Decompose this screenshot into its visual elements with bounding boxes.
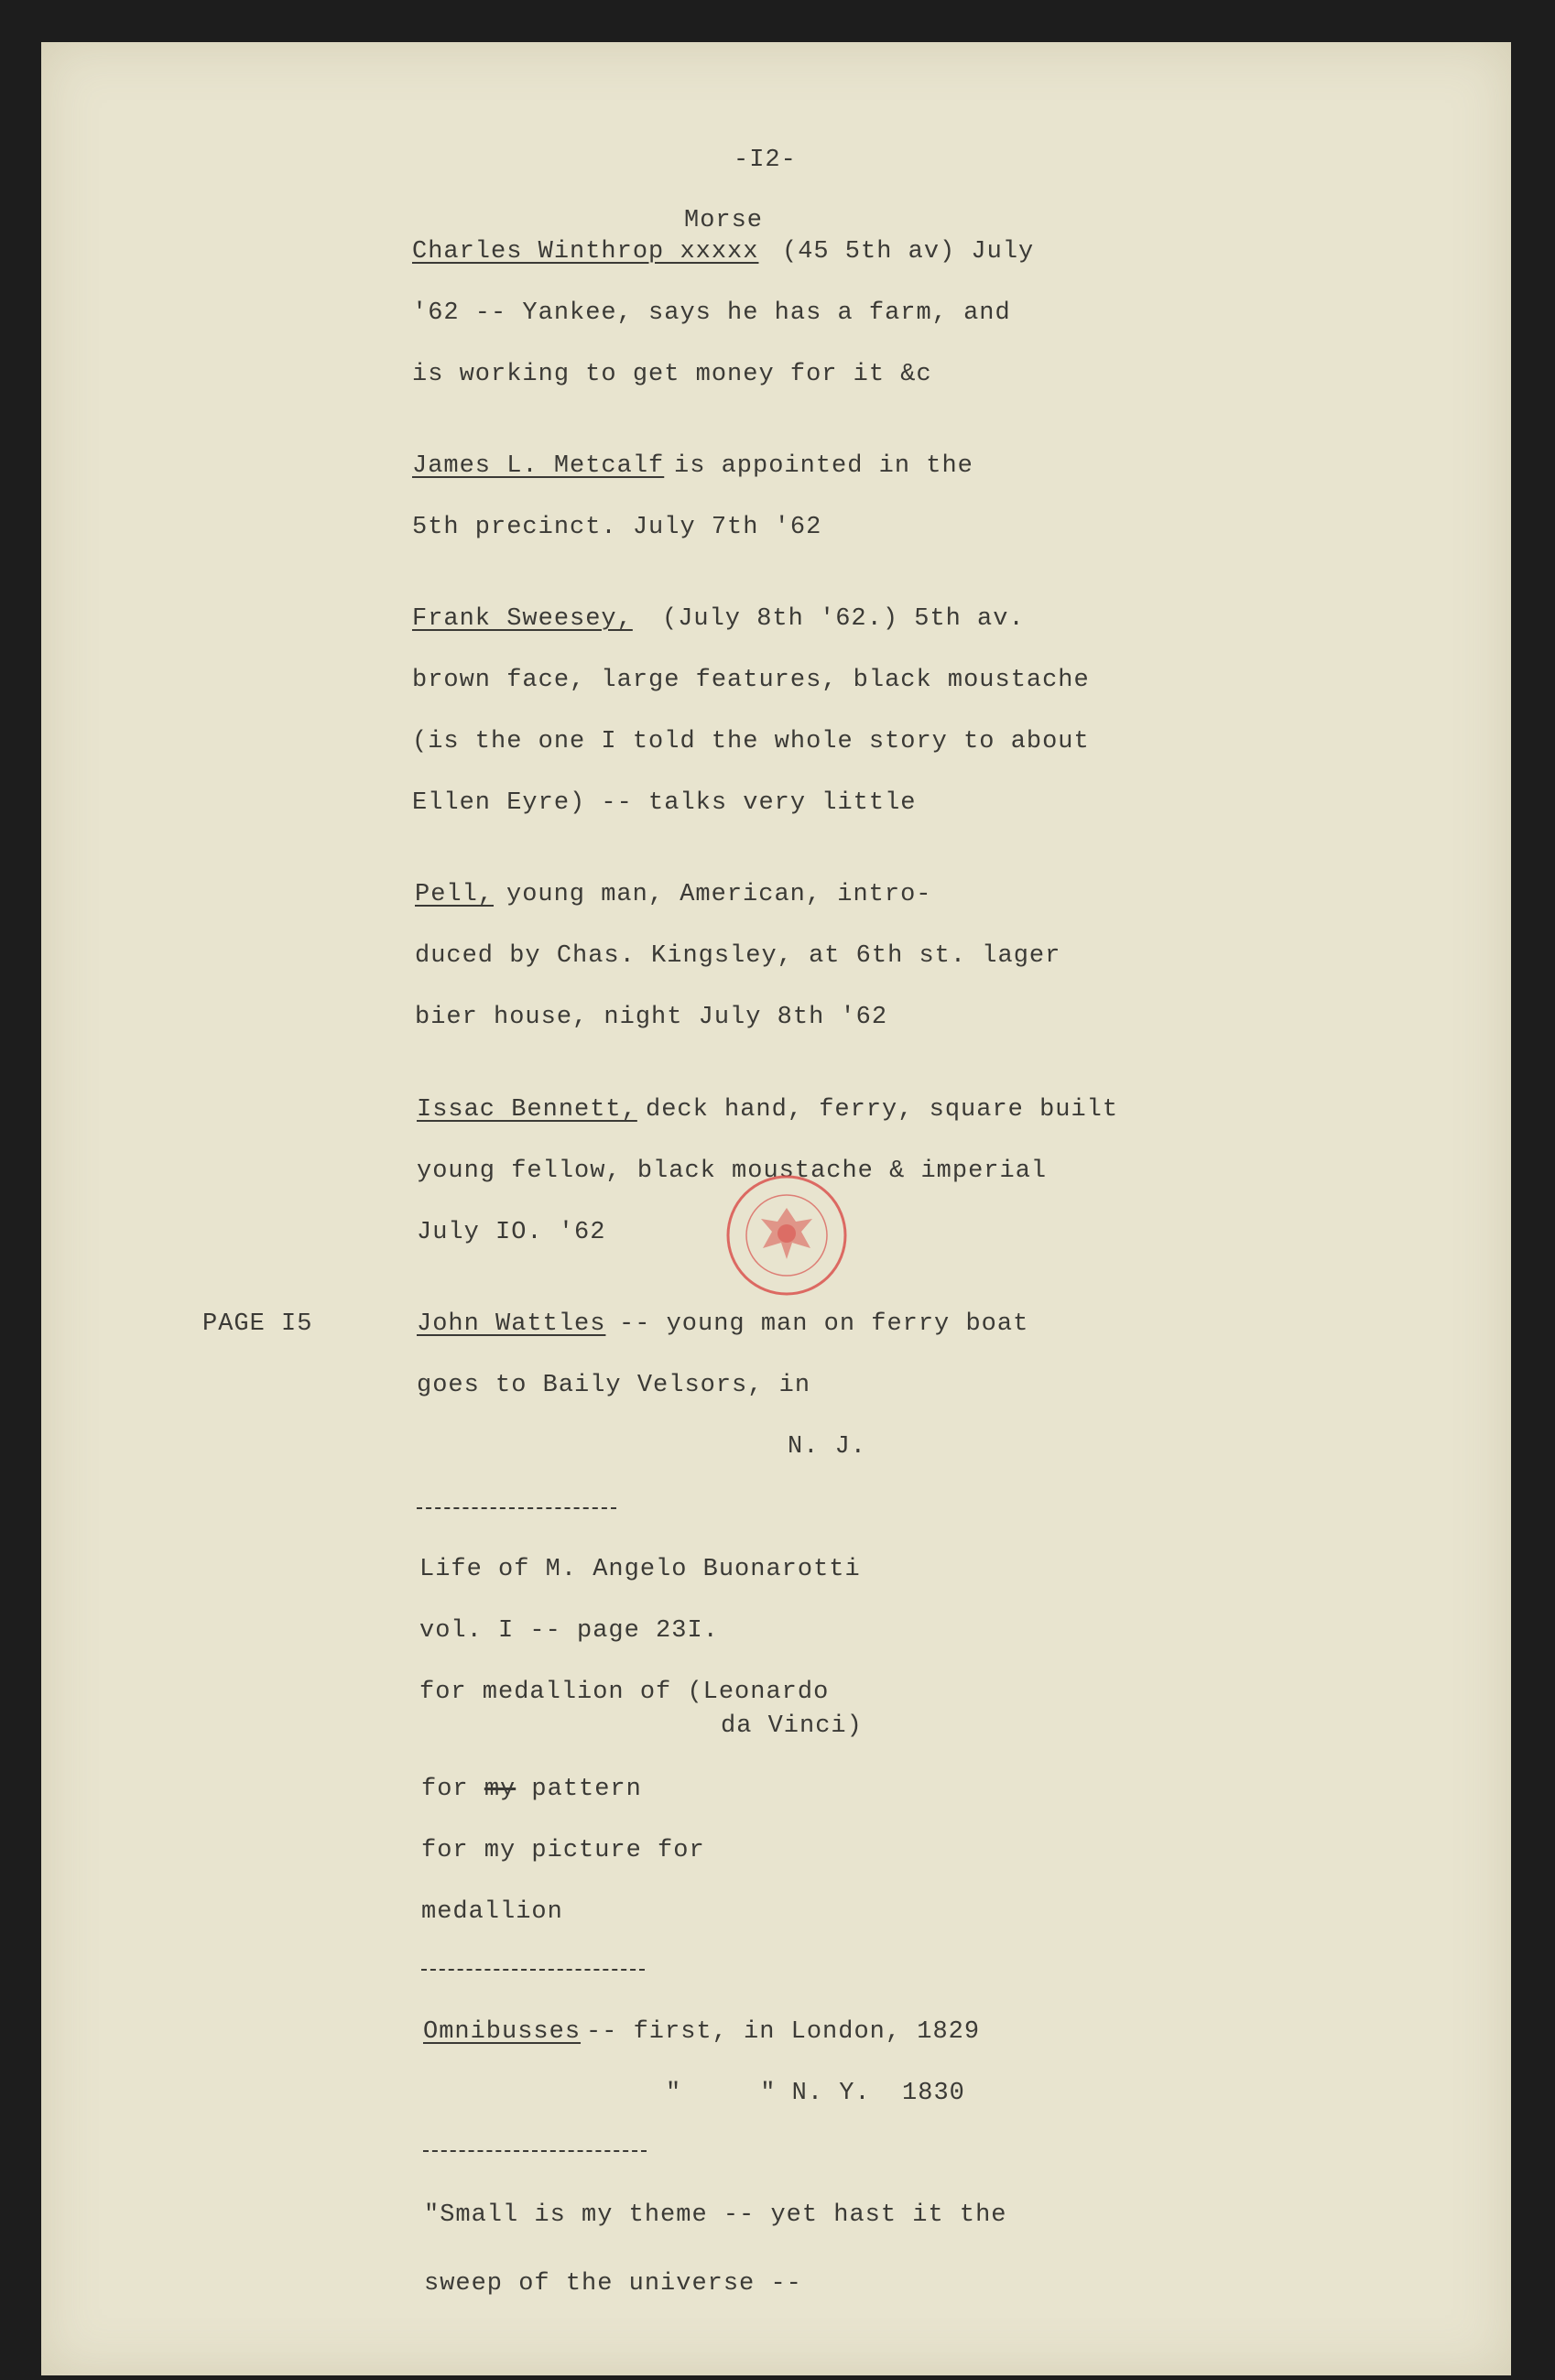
entry-text: brown face, large features, black moustache <box>412 667 1090 694</box>
entry-text: bier house, night July 8th '62 <box>415 1004 888 1031</box>
entry-text: deck hand, ferry, square built <box>646 1096 1119 1124</box>
entry-text: (July 8th '62.) 5th av. <box>662 605 1025 633</box>
insertion-note: Morse <box>684 207 764 234</box>
entry-name: John Wattles <box>417 1310 606 1338</box>
note-line: vol. I -- page 23I. <box>419 1617 719 1645</box>
entry-name: James L. Metcalf <box>412 452 665 480</box>
struck-word: my <box>484 1776 517 1803</box>
entry-text: '62 -- Yankee, says he has a farm, and <box>412 299 1011 327</box>
entry-text: is working to get money for it &c <box>412 361 932 388</box>
entry-text: -- young man on ferry boat <box>619 1310 1029 1338</box>
quote-line: sweep of the universe -- <box>424 2270 802 2298</box>
entry-text: " " N. Y. 1830 <box>666 2080 965 2107</box>
page-number: -I2- <box>734 147 797 174</box>
entry-text: goes to Baily Velsors, in <box>417 1372 811 1399</box>
entry-name: Omnibusses <box>423 2018 582 2046</box>
separator-line <box>423 2150 647 2152</box>
entry-text: young fellow, black moustache & imperial <box>417 1157 1048 1185</box>
entry-name: Pell, <box>415 881 495 908</box>
entry-text: 5th precinct. July 7th '62 <box>412 514 822 541</box>
document-page <box>41 42 1511 2375</box>
entry-text: duced by Chas. Kingsley, at 6th st. lager <box>415 942 1061 970</box>
library-stamp-seal <box>723 1171 851 1299</box>
separator-line <box>421 1969 645 1971</box>
entry-text: July IO. '62 <box>417 1219 606 1246</box>
entry-name: Frank Sweesey, <box>412 605 633 633</box>
margin-page-note: PAGE I5 <box>202 1310 313 1338</box>
note-line: medallion <box>421 1898 563 1926</box>
note-line: da Vinci) <box>721 1712 863 1740</box>
note-line: for my pattern <box>421 1776 642 1803</box>
entry-text: is appointed in the <box>674 452 973 480</box>
entry-name: Issac Bennett, <box>417 1096 637 1124</box>
quote-line: "Small is my theme -- yet hast it the <box>424 2201 1007 2229</box>
entry-text: (45 5th av) July <box>782 238 1035 266</box>
entry-text: (is the one I told the whole story to about <box>412 728 1090 755</box>
separator-line <box>417 1507 616 1509</box>
note-line: for medallion of (Leonardo <box>419 1679 830 1706</box>
note-line: for my picture for <box>421 1837 705 1864</box>
entry-text: -- first, in London, 1829 <box>586 2018 981 2046</box>
entry-text: N. J. <box>788 1433 867 1461</box>
note-line: Life of M. Angelo Buonarotti <box>419 1556 861 1583</box>
entry-text: young man, American, intro- <box>506 881 932 908</box>
entry-text: Ellen Eyre) -- talks very little <box>412 789 917 817</box>
entry-name: Charles Winthrop xxxxx <box>412 238 759 266</box>
